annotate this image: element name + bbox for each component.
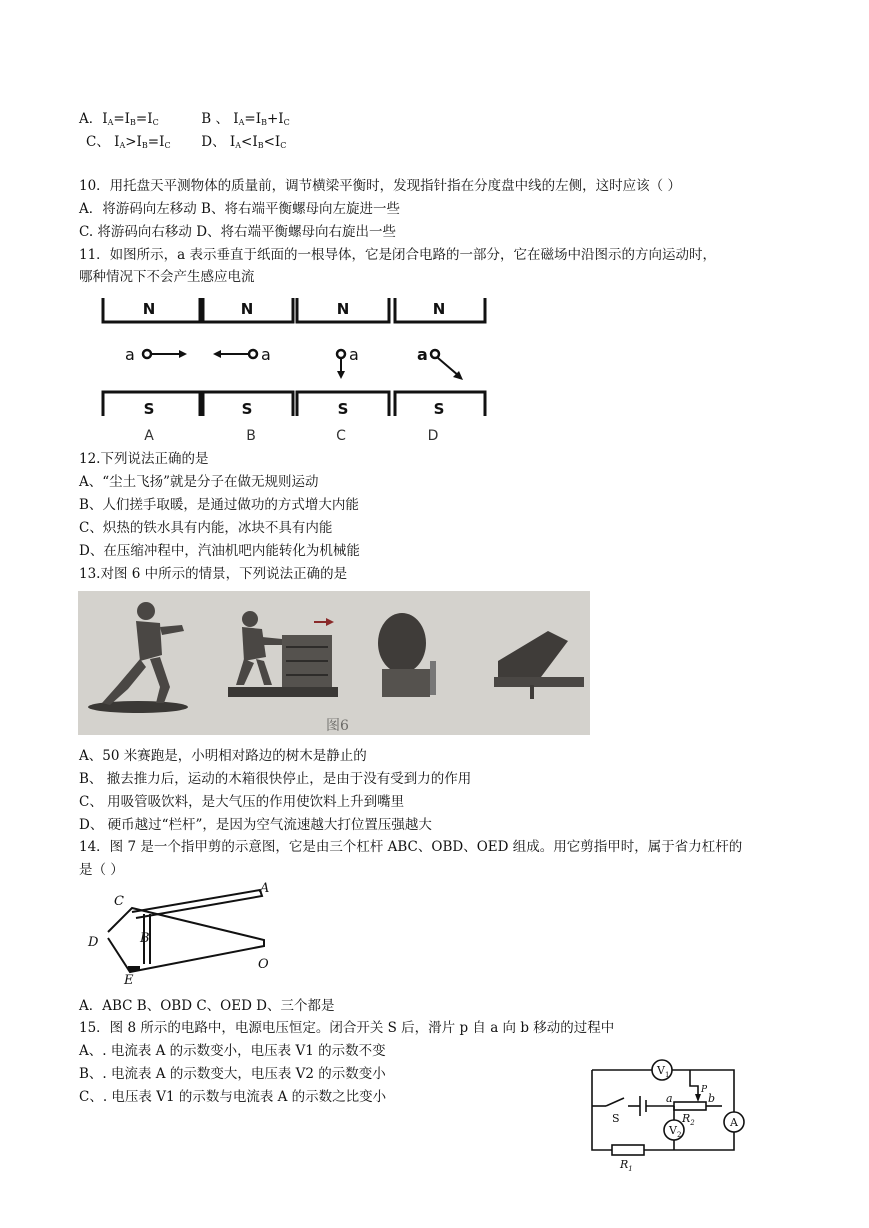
clipper-label-b: B <box>140 931 150 946</box>
q9-option-a: A．IA=IB=IC <box>79 111 159 127</box>
south-label-b: S <box>241 400 253 418</box>
conductor-a <box>143 350 151 358</box>
q13-option-b: B、 撤去推力后，运动的木箱很快停止，是由于没有受到力的作用 <box>79 771 472 787</box>
q9-options-row1 <box>79 110 290 132</box>
q13-option-c: C、 用吸管吸饮料，是大气压的作用使饮料上升到嘴里 <box>79 794 405 810</box>
conductor-label-c: a <box>349 345 359 364</box>
q11-stem-line1: 11．如图所示，a 表示垂直于纸面的一根导体，它是闭合电路的一部分，它在磁场中沿图示的方向运动时， <box>79 247 717 263</box>
svg-text:V1: $V_1$ <box>657 1064 670 1079</box>
q13-option-a: A、50 米赛跑是，小明相对路边的树木是静止的 <box>79 748 367 764</box>
south-label-a: S <box>143 400 155 418</box>
svg-text:b: b <box>708 1092 716 1105</box>
q9-option-c: C、 IA>IB=IC <box>86 134 171 150</box>
q13-option-d: D、 硬币越过“栏杆”，是因为空气流速越大打位置压强越大 <box>79 817 432 833</box>
q12-option-a: A、“尘土飞扬”就是分子在做无规则运动 <box>79 474 319 490</box>
q15-stem: 15．图 8 所示的电路中，电源电压恒定。闭合开关 S 后，滑片 p 自 a 向 b 移动的过程中 <box>79 1020 615 1036</box>
svg-text:R1: $R_1$ <box>620 1158 633 1173</box>
q12-stem: 12.下列说法正确的是 <box>79 451 209 467</box>
arrow-down-icon <box>337 371 345 379</box>
q11-magnet-figure <box>95 292 495 448</box>
q11-stem-line2: 哪种情况下不会产生感应电流 <box>79 269 255 285</box>
q10-stem: 10．用托盘天平测物体的质量前，调节横梁平衡时，发现指针指在分度盘中线的左侧，这时应该（ ） <box>79 178 681 194</box>
north-label-c: N <box>336 300 350 318</box>
svg-text:S: S <box>612 1112 620 1125</box>
arrow-left-icon <box>213 350 221 358</box>
north-label-a: N <box>142 300 156 318</box>
clipper-label-e: E <box>124 973 134 988</box>
q12-option-c: C、炽热的铁水具有内能，冰块不具有内能 <box>79 520 333 536</box>
nail-clipper-figure <box>84 880 284 988</box>
north-label-b: N <box>240 300 254 318</box>
q15-option-a: A、. 电流表 A 的示数变小，电压表 V1 的示数不变 <box>79 1043 386 1059</box>
conductor-label-b: a <box>261 345 271 364</box>
svg-text:V2: $V_2$ <box>669 1124 682 1139</box>
circuit-figure <box>578 1050 758 1173</box>
q12-option-d: D、在压缩冲程中，汽油机吧内能转化为机械能 <box>79 543 360 559</box>
q15-option-b: B、. 电流表 A 的示数变大，电压表 V2 的示数变小 <box>79 1066 386 1082</box>
clipper-label-d: D <box>88 935 99 950</box>
conductor-b <box>249 350 257 358</box>
arrow-right-icon <box>179 350 187 358</box>
clipper-label-a: A <box>260 881 270 896</box>
q10-options-row2: C. 将游码向右移动 D、将右端平衡螺母向右旋出一些 <box>79 224 397 240</box>
conductor-c <box>337 350 345 358</box>
fig-label-b: B <box>246 428 256 444</box>
clipper-label-c: C <box>114 894 124 909</box>
south-label-c: S <box>337 400 349 418</box>
figure-6-photo <box>78 591 590 735</box>
fig-label-a: A <box>144 428 154 444</box>
q12-option-b: B、人们搓手取暖，是通过做功的方式增大内能 <box>79 497 359 513</box>
q14-stem-line1: 14．图 7 是一个指甲剪的示意图，它是由三个杠杆 ABC、OBD、OED 组成。用它剪指甲时，属于省力杠杆的 <box>79 839 743 855</box>
figure-6-scenes <box>78 591 590 735</box>
svg-text:P: P <box>701 1085 708 1095</box>
south-label-d: S <box>433 400 445 418</box>
fig-label-d: D <box>427 428 439 444</box>
conductor-d <box>431 350 439 358</box>
fig-label-c: C <box>336 428 346 444</box>
q9-options-row2 <box>86 133 286 155</box>
clipper-label-o: O <box>258 957 269 972</box>
north-label-d: N <box>432 300 446 318</box>
svg-text:R2: $R_2$ <box>682 1112 695 1127</box>
q9-option-d: D、 IA<IB<IC <box>201 134 287 150</box>
q15-option-c: C、. 电压表 V1 的示数与电流表 A 的示数之比变小 <box>79 1089 387 1105</box>
q13-stem: 13.对图 6 中所示的情景，下列说法正确的是 <box>79 566 348 582</box>
q14-options: A．ABC B、OBD C、OED D、三个都是 <box>79 998 335 1014</box>
q10-options-row1: A．将游码向左移动 B、将右端平衡螺母向左旋进一些 <box>79 201 400 217</box>
svg-text:A: A <box>730 1116 738 1129</box>
svg-text:a: a <box>666 1092 673 1105</box>
figure-6-caption: 图6 <box>326 718 349 734</box>
q14-stem-line2: 是（ ） <box>79 862 124 878</box>
q9-option-b: B 、 IA=IB+IC <box>201 111 290 127</box>
conductor-label-d: a <box>417 345 428 364</box>
conductor-label-a: a <box>125 345 135 364</box>
